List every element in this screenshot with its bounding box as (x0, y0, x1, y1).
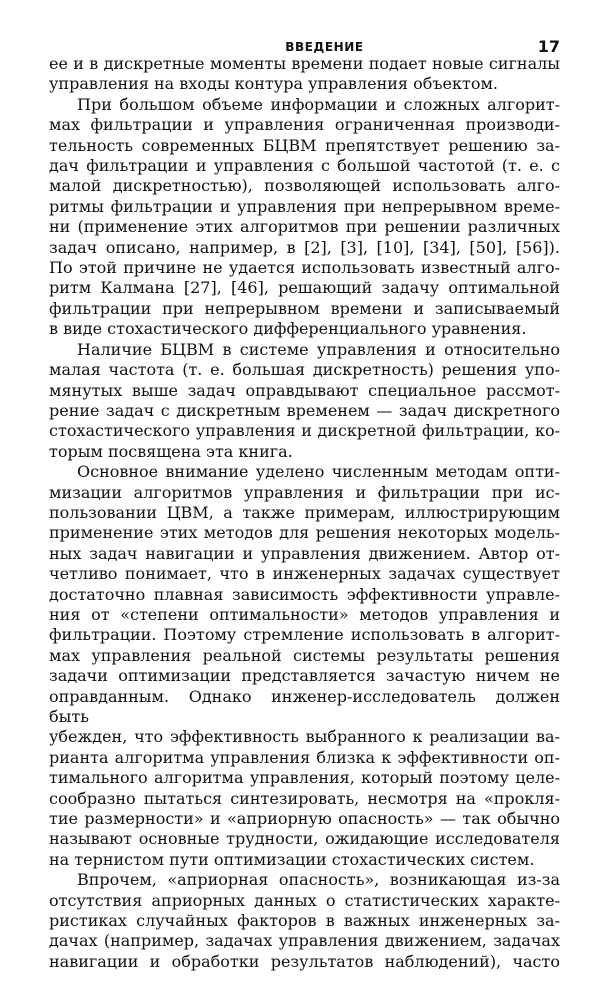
text-line: применение этих методов для решения некоторых модель- (49, 523, 560, 543)
text-line: малой дискретностью), позволяющей использовать алго- (49, 176, 560, 196)
paragraph (49, 54, 560, 95)
text-line: ния от «степени оптимальности» методов управления и (49, 604, 560, 624)
text-line: Наличие БЦВМ в системе управления и относительно (77, 339, 560, 359)
text-line: мянутых выше задач оправдывают специальное рассмот- (49, 380, 560, 400)
text-line: фильтрации. Поэтому стремление использовать в алгорит- (49, 625, 560, 645)
text-line: Впрочем, «априорная опасность», возникающая из-за (77, 870, 560, 890)
text-line: Основное внимание уделено численным методам опти- (77, 462, 560, 482)
text-line: тельность современных БЦВМ препятствует решению за- (49, 135, 560, 155)
text-line: четливо понимает, что в инженерных задачах существует (49, 564, 560, 584)
text-line: оправданным. Однако инженер-исследователь должен быть (49, 686, 560, 726)
paragraph (49, 95, 560, 340)
text-line: на тернистом пути оптимизации стохастических систем. (49, 849, 535, 869)
text-line: убежден, что эффективность выбранного к реализации ва- (49, 727, 560, 747)
text-line: рианта алгоритма управления близка к эффективности оп- (49, 747, 560, 767)
text-line: задач описано, например, в [2], [3], [10], [34], [50], [56]). (49, 237, 560, 257)
text-line: ных задач навигации и управления движением. Автор от- (49, 543, 560, 563)
text-line: По этой причине не удается использовать известный алго- (49, 258, 560, 278)
running-title: ВВЕДЕНИЕ (285, 40, 364, 54)
text-line: тие размерности» и «априорную опасность» — так обычно (49, 809, 560, 829)
body-text (49, 54, 560, 972)
text-line: фильтрации при непрерывном времени и записываемый (49, 298, 560, 318)
text-line: мизации алгоритмов управления и фильтрации при ис- (49, 482, 560, 502)
text-line: достаточно плавная зависимость эффективности управле- (49, 584, 560, 604)
text-line: При большом объеме информации и сложных алгорит- (77, 94, 560, 114)
text-line: ни (применение этих алгоритмов при решении различных (49, 217, 560, 237)
paragraph (49, 870, 560, 972)
text-line: стохастического управления и дискретной фильтрации, ко- (49, 421, 560, 441)
text-line: мах управления реальной системы результаты решения (49, 645, 560, 665)
text-line: сообразно пытаться синтезировать, несмотря на «прокля- (49, 788, 560, 808)
text-line: управления на входы контура управления объектом. (49, 74, 498, 94)
text-line: ристиках случайных факторов в важных инженерных за- (49, 911, 560, 931)
text-line: торым посвящена эта книга. (49, 441, 293, 461)
page-number: 17 (537, 37, 560, 56)
text-line: в виде стохастического дифференциального уравнения. (49, 319, 527, 339)
text-line: ритмы фильтрации и управления при непрерывном време- (49, 196, 560, 216)
text-line: ритм Калмана [27], [46], решающий задачу оптимальной (49, 278, 560, 298)
text-line: навигации и обработки результатов наблюдений), часто (49, 951, 560, 971)
text-line: называют основные трудности, ожидающие исследователя (49, 829, 560, 849)
text-line: дач фильтрации и управления с большой частотой (т. е. с (49, 156, 560, 176)
text-line: ее и в дискретные моменты времени подает новые сигналы (49, 54, 560, 73)
text-line: тимального алгоритма управления, который поэтому целе- (49, 768, 560, 788)
text-line: малая частота (т. е. большая дискретность) решения упо- (49, 360, 560, 380)
text-line: мах фильтрации и управления ограниченная производи- (49, 115, 560, 135)
paragraph (49, 462, 560, 870)
text-line: пользовании ЦВМ, а также примерам, иллюстрирующим (49, 502, 560, 522)
page-header (49, 0, 560, 54)
text-line: задачи оптимизации представляется зачастую ничем не (49, 666, 560, 686)
text-line: рение задач с дискретным временем — задач дискретного (49, 400, 560, 420)
text-line: отсутствия априорных данных о статистических характе- (49, 890, 560, 910)
paragraph (49, 340, 560, 462)
text-line: дачах (например, задачах управления движением, задачах (49, 931, 560, 951)
